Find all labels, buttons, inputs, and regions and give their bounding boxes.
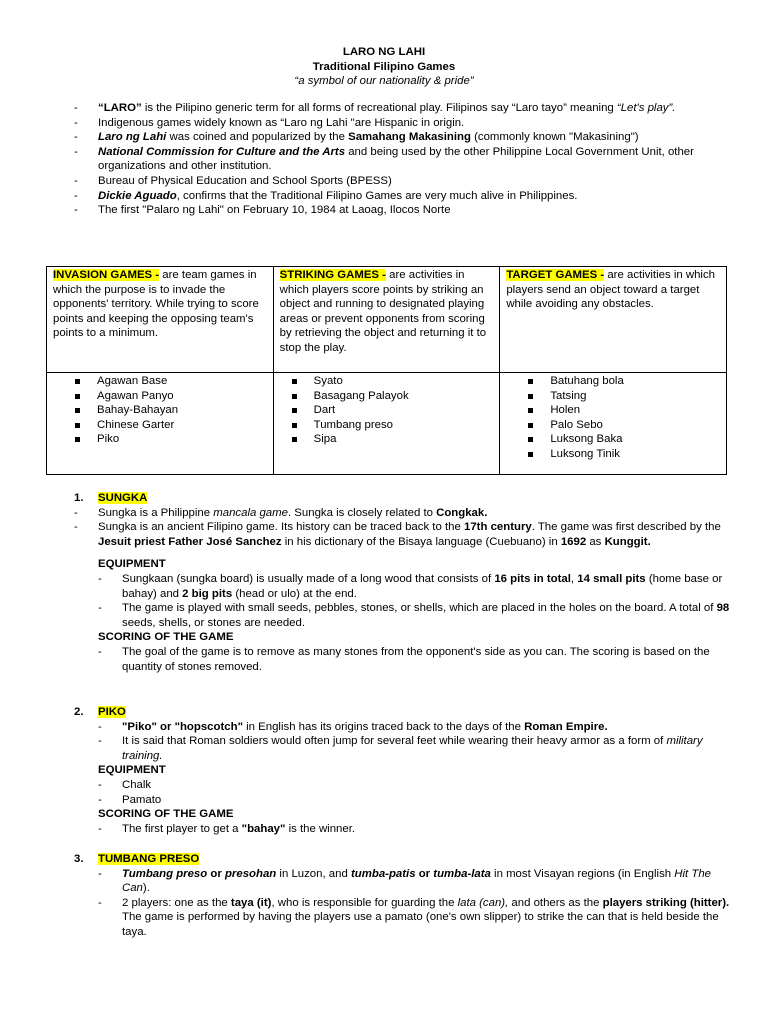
list-item: Agawan Panyo [75,389,267,404]
list-item: Tumbang preso [292,418,494,433]
intro-item: - Indigenous games widely known as “Laro ng Lahi "are Hispanic in origin. [74,116,465,129]
target-games-list [506,374,720,462]
list-item: - Tumbang preso or presohan in Luzon, and tumba-patis or tumba-lata in most Visayan regions (in English Hit The Can). [98,867,711,895]
striking-games-list [280,374,494,447]
list-item: Sipa [292,432,494,447]
striking-games-cell: STRIKING GAMES - are activities in which players score points by striking an object and running to designated playing areas or prevent opponents from scoring by retrieving the object and returning it to stop the play. [273,267,500,373]
list-item: - 2 players: one as the taya (it), who is responsible for guarding the lata (can), and others as the players striking (hitter). The game is performed by having the players use a pamato (one's own slipper) to strike the can that is held beside the taya. [98,896,730,938]
striking-games-list-cell [273,373,500,475]
scoring-heading: SCORING OF THE GAME [98,631,234,644]
list-item: - Sungka is a Philippine mancala game. Sungka is closely related to Congkak. [74,506,488,519]
list-item: Chinese Garter [75,418,267,433]
target-games-list-cell [500,373,727,475]
list-item: Syato [292,374,494,389]
list-item: - The first player to get a "bahay" is the winner. [98,822,356,835]
intro-item: - Laro ng Lahi was coined and popularized by the Samahang Makasining (commonly known "Makasining") [74,131,639,144]
equipment-heading: EQUIPMENT [98,764,166,777]
list-item: Agawan Base [75,374,267,389]
list-item: Luksong Baka [528,432,720,447]
list-item: - The game is played with small seeds, pebbles, stones, or shells, which are placed in the holes on the board. A total of 98 seeds, shells, or stones are needed. [98,602,730,629]
intro-item: - “LARO” is the Pilipino generic term for all forms of recreational play. Filipinos say “Laro tayo” meaning “Let's play”. [74,102,676,114]
list-item: - Chalk [98,778,152,791]
list-item: Dart [292,403,494,418]
list-item: Luksong Tinik [528,447,720,462]
doc-subtitle: Traditional Filipino Games [312,61,456,73]
table-row [47,267,727,373]
intro-list [74,101,734,218]
list-item: Batuhang bola [528,374,720,389]
list-item: - Sungka is an ancient Filipino game. Its history can be traced back to the 17th century. The game was first described by the Jesuit priest Father José Sanchez in his dictionary of the Bisaya language (Cuebuano) in 1692 as Kunggit. [74,521,721,548]
list-item: Bahay-Bahayan [75,403,267,418]
doc-tagline: “a symbol of our nationality & pride” [294,75,474,87]
table-row [47,373,727,475]
piko-section [74,705,738,836]
invasion-games-cell: INVASION GAMES - are team games in which the purpose is to invade the opponents' territory. While trying to score points and keeping the opposing team's points to a minimum. [47,267,274,373]
list-item: - Sungkaan (sungka board) is usually made of a long wood that consists of 16 pits in total, 14 small pits (home base or bahay) and 2 big pits (head or ulo) at the end. [98,572,723,600]
sungka-details [98,557,738,674]
game-categories-table [46,266,727,475]
list-item: - Pamato [98,793,162,806]
list-item: Holen [528,403,720,418]
target-games-cell: TARGET GAMES - are activities in which players send an object toward a target while avoiding any obstacles. [500,267,727,373]
piko-details [98,720,738,837]
list-item: - The goal of the game is to remove as many stones from the opponent's side as you can. The scoring is based on the quantity of stones removed. [98,645,710,673]
list-item: Palo Sebo [528,418,720,433]
piko-heading: 2. PIKO [74,706,126,718]
equipment-heading: EQUIPMENT [98,558,166,571]
sungka-heading: 1. SUNGKA [74,492,148,504]
tumbang-preso-section [74,852,738,940]
intro-item: - National Commission for Culture and the Arts and being used by the other Philippine Local Government Unit, other organizations and other institution. [74,145,694,173]
list-item: Piko [75,432,267,447]
intro-item: - Bureau of Physical Education and School Sports (BPESS) [74,174,392,187]
intro-item: - Dickie Aguado, confirms that the Traditional Filipino Games are very much alive in Philippines. [74,189,578,202]
intro-item: - The first "Palaro ng Lahi" on February 10, 1984 at Laoag, Ilocos Norte [74,204,451,217]
invasion-games-list [53,374,267,447]
sungka-section [74,491,738,674]
scoring-heading: SCORING OF THE GAME [98,808,234,821]
tumbang-preso-heading: 3. TUMBANG PRESO [74,853,200,865]
tumbang-preso-details [98,867,738,940]
list-item: - "Piko" or "hopscotch" in English has its origins traced back to the days of the Roman Empire. [98,720,608,733]
list-item: - It is said that Roman soldiers would often jump for several feet while wearing their heavy armor as a form of military training. [98,735,703,762]
invasion-games-list-cell [47,373,274,475]
list-item: Basagang Palayok [292,389,494,404]
list-item: Tatsing [528,389,720,404]
doc-title: LARO NG LAHI [342,46,426,58]
